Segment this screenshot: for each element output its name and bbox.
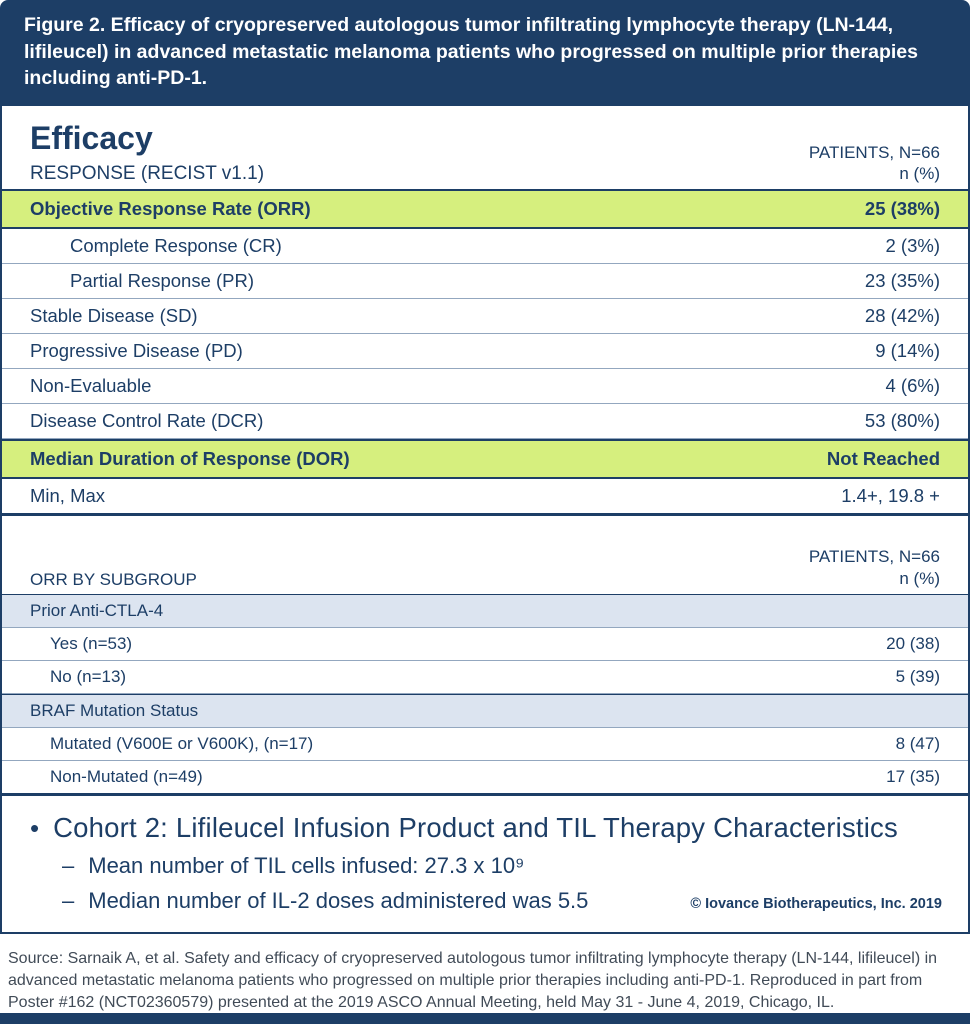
table-row [2,264,968,299]
row-value: 20 (38) [886,633,940,653]
table-row [2,594,968,628]
row-value: 9 (14%) [875,340,940,362]
row-value: Not Reached [826,448,940,470]
row-label: Partial Response (PR) [70,270,255,292]
row-label: Min, Max [30,485,106,507]
cohort2-heading: Cohort 2: Lifileucel Infusion Product and TIL Therapy Characteristics [53,811,898,843]
patients-n-label: PATIENTS, N=66 [808,142,940,162]
figure-caption: Figure 2. Efficacy of cryopreserved autologous tumor infiltrating lymphocyte therapy (LN-144, lifileucel) in advanced metastatic melanoma patients who progressed on multiple prior therapies including anti-PD-1. [24,14,918,90]
table-row [2,334,968,369]
table-row [2,369,968,404]
patients-n-label: PATIENTS, N=66 [808,547,940,567]
table-row [2,628,968,661]
bullet-item-text: Median number of IL-2 doses administered was 5.5 [88,887,589,913]
table-row [2,189,968,229]
panel-title: Efficacy [30,120,153,157]
n-percent-label: n (%) [899,164,940,184]
figure-caption-banner [0,0,970,106]
row-value: 8 (47) [895,733,940,753]
table-row [2,404,968,439]
dash-icon: – [62,887,75,913]
row-label: BRAF Mutation Status [30,700,199,720]
response-header-row [2,120,968,185]
copyright-note: © Iovance Biotherapeutics, Inc. 2019 [690,895,942,912]
response-section-header: RESPONSE (RECIST v1.1) [30,163,265,185]
subgroup-section-header: ORR BY SUBGROUP [30,569,197,589]
table-row [2,728,968,761]
table-row [2,299,968,334]
row-label: Median Duration of Response (DOR) [30,448,350,470]
row-label: Objective Response Rate (ORR) [30,198,311,220]
table-row [2,229,968,264]
bullet-item [30,853,940,879]
row-label: Disease Control Rate (DCR) [30,410,264,432]
bottom-accent-bar [0,1013,970,1024]
cohort2-section [2,796,968,922]
subgroup-patients-column-header [809,546,940,590]
row-label: Progressive Disease (PD) [30,340,243,362]
figure-body [0,106,970,934]
cohort2-heading-row [30,812,940,844]
row-value: 2 (3%) [885,235,940,257]
row-value: 17 (35) [886,766,940,786]
n-percent-label: n (%) [899,568,940,588]
row-label: No (n=13) [50,666,127,686]
row-label: Stable Disease (SD) [30,305,198,327]
bullet-icon: • [30,812,40,843]
row-value: 4 (6%) [885,375,940,397]
response-table [2,189,968,516]
table-row [2,439,968,479]
row-value: 28 (42%) [864,305,940,327]
row-value: 25 (38%) [864,198,940,220]
row-label: Non-Evaluable [30,375,152,397]
row-label: Mutated (V600E or V600K), (n=17) [50,733,314,753]
response-header-left [30,120,264,185]
row-value: 5 (39) [895,666,940,686]
dash-icon: – [62,852,75,878]
table-row [2,661,968,694]
row-label: Prior Anti-CTLA-4 [30,600,164,620]
row-value: 53 (80%) [864,410,940,432]
table-row [2,761,968,796]
table-row [2,694,968,728]
row-value: 23 (35%) [864,270,940,292]
row-label: Complete Response (CR) [70,235,282,257]
row-label: Yes (n=53) [50,633,133,653]
table-row [2,479,968,516]
row-label: Non-Mutated (n=49) [50,766,203,786]
bullet-item-text: Mean number of TIL cells infused: 27.3 x 10⁹ [88,852,525,878]
subgroup-header-row [2,546,968,590]
subgroup-table [2,594,968,796]
patients-column-header [809,142,940,186]
row-value: 1.4+, 19.8 + [841,485,940,507]
source-citation: Source: Sarnaik A, et al. Safety and efficacy of cryopreserved autologous tumor infiltrating lymphocyte therapy (LN-144, lifileucel) in advanced metastatic melanoma patients who progressed on multiple prior therapies including anti-PD-1. Reproduced in part from Poster #162 (NCT02360579) presented at the 2019 ASCO Annual Meeting, held May 31 - June 4, 2019, Chicago, IL. [8,949,938,1011]
